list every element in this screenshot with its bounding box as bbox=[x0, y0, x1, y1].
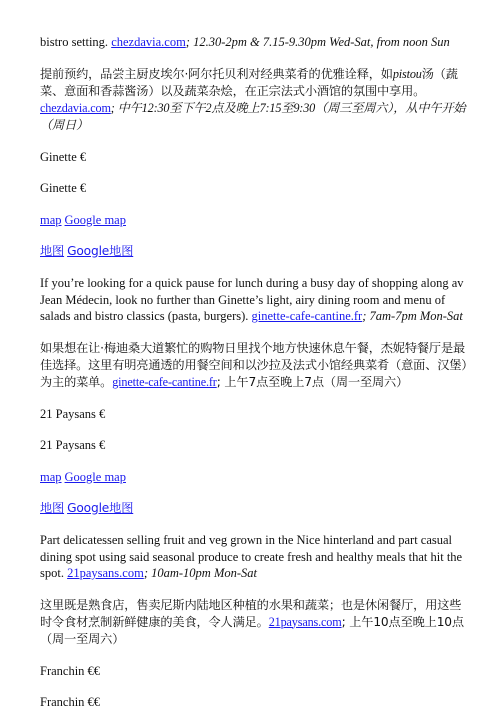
google-map-link[interactable]: Google map bbox=[64, 212, 126, 227]
restaurant-heading: 21 Paysans € bbox=[40, 438, 106, 452]
paysans-link[interactable]: 21paysans.com bbox=[67, 566, 144, 580]
text: If you’re looking for a quick pause for lunch during a busy day of shopping along av Jean Médecin, look no further than Ginette’s light, airy dining room and menu of salads and bistro classics (pasta, burgers). bbox=[40, 276, 464, 323]
restaurant-heading: Franchin €€ bbox=[40, 663, 101, 678]
hours-text-zh: ; 中午12:30至下午2点及晚上7:15至9:30（周三至周六），从中午开始（周日） bbox=[40, 100, 466, 132]
hours-text: ; 7am-7pm Mon-Sat bbox=[362, 309, 463, 323]
ginette-link[interactable]: ginette-cafe-cantine.fr bbox=[251, 309, 363, 323]
map-link-zh[interactable]: 地图 bbox=[40, 501, 65, 515]
text: bistro setting. bbox=[40, 35, 112, 49]
ginette-english-paragraph bbox=[40, 275, 468, 325]
ginette-chinese-paragraph bbox=[40, 340, 468, 391]
hours-text-zh: ; 上午7点至晚上7点（周一至周六） bbox=[216, 374, 409, 389]
text: 这里既是熟食店，售卖尼斯内陆地区种植的水果和蔬菜；也是休闲餐厅，用这些时令食材烹制新鲜健康的美食，令人满足。 bbox=[40, 597, 462, 629]
map-link-zh[interactable]: 地图 bbox=[40, 244, 65, 258]
paysans-link-zh[interactable]: 21paysans.com bbox=[268, 614, 342, 629]
document-page bbox=[40, 34, 468, 711]
map-link[interactable]: map bbox=[40, 469, 62, 484]
text: 如果想在让·梅迪桑大道繁忙的购物日里找个地方快速休息午餐，杰妮特餐厅是最佳选择。这里有明亮通透的用餐空间和以沙拉及法式小馆经典菜肴（意面、汉堡）为主的菜单。 bbox=[40, 340, 468, 389]
pistou-text: pistou bbox=[392, 66, 422, 81]
restaurant-heading: Ginette € bbox=[40, 149, 87, 164]
map-link[interactable]: map bbox=[40, 212, 62, 227]
map-links bbox=[40, 212, 468, 229]
map-links-zh bbox=[40, 243, 468, 260]
ginette-link-zh[interactable]: ginette-cafe-cantine.fr bbox=[112, 374, 217, 389]
hours-text: ; 12.30-2pm & 7.15-9.30pm Wed-Sat, from noon Sun bbox=[185, 35, 450, 49]
paysans-chinese-paragraph bbox=[40, 597, 468, 648]
text: Part delicatessen selling fruit and veg grown in the Nice hinterland and part casual dining spot using said seasonal produce to create fresh and healthy meals that hit the spot. bbox=[40, 533, 463, 580]
restaurant-heading: 21 Paysans € bbox=[40, 406, 106, 421]
hours-text-zh: ; 上午10点至晚上10点（周一至周六） bbox=[40, 614, 464, 646]
hours-text: ; 10am-10pm Mon-Sat bbox=[143, 566, 258, 580]
google-map-link[interactable]: Google map bbox=[64, 469, 126, 484]
chezdavia-chinese-paragraph bbox=[40, 66, 468, 134]
google-map-link-zh[interactable]: Google地图 bbox=[67, 244, 134, 258]
paysans-english-paragraph bbox=[40, 532, 468, 582]
text: 提前预约，品尝主厨皮埃尔·阿尔托贝利对经典菜肴的优雅诠释，如 bbox=[40, 66, 393, 81]
map-links bbox=[40, 469, 468, 486]
chezdavia-link-zh[interactable]: chezdavia.com bbox=[40, 100, 111, 115]
chezdavia-english-fragment bbox=[40, 34, 468, 51]
restaurant-heading: Ginette € bbox=[40, 181, 87, 195]
chezdavia-link[interactable]: chezdavia.com bbox=[111, 35, 186, 49]
google-map-link-zh[interactable]: Google地图 bbox=[67, 501, 134, 515]
text: 汤（蔬菜、意面和香蒜酱汤）以及蔬菜杂烩，在正宗法式小酒馆的氛围中享用。 bbox=[40, 66, 458, 98]
restaurant-heading: Franchin €€ bbox=[40, 695, 101, 709]
map-links-zh bbox=[40, 500, 468, 517]
